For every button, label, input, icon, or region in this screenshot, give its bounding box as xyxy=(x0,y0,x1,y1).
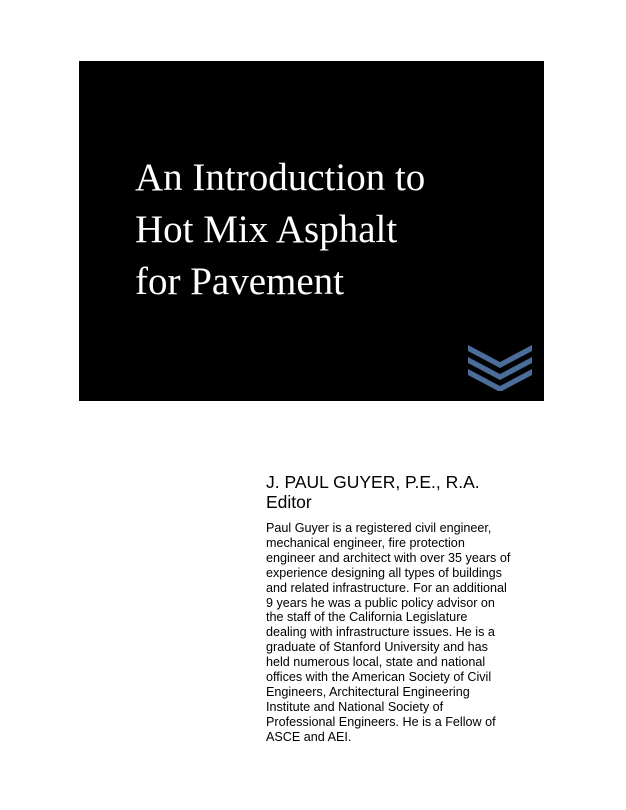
bio-line: engineer and architect with over 35 years of xyxy=(266,550,511,565)
bio-line: 9 years he was a public policy advisor on xyxy=(266,595,495,610)
bio-line: graduate of Stanford University and has xyxy=(266,640,488,655)
book-title-line: Hot Mix Asphalt xyxy=(135,208,398,251)
book-title xyxy=(135,152,535,308)
bio-line: and related infrastructure. For an additional xyxy=(266,580,507,595)
bio-line: held numerous local, state and national xyxy=(266,655,486,670)
author-bio xyxy=(266,521,586,745)
bio-line: Engineers, Architectural Engineering xyxy=(266,684,470,699)
bio-line: Professional Engineers. He is a Fellow of xyxy=(266,714,496,729)
author-role: Editor xyxy=(266,492,312,512)
bio-line: Institute and National Society of xyxy=(266,699,444,714)
book-title-line: for Pavement xyxy=(135,260,345,303)
bio-line: experience designing all types of buildings xyxy=(266,565,502,580)
bio-line: offices with the American Society of Civil xyxy=(266,670,492,685)
bio-line: Paul Guyer is a registered civil engineer, xyxy=(266,521,492,535)
author-block xyxy=(266,472,586,512)
author-name: J. PAUL GUYER, P.E., R.A. xyxy=(266,472,480,492)
triple-chevron-down-icon xyxy=(468,345,532,391)
bio-line: ASCE and AEI. xyxy=(266,729,352,744)
cover-title-block xyxy=(79,61,544,401)
bio-line: the staff of the California Legislature xyxy=(266,610,468,625)
book-title-line: An Introduction to xyxy=(135,156,426,199)
bio-line: mechanical engineer, fire protection xyxy=(266,535,465,550)
bio-line: dealing with infrastructure issues. He is a xyxy=(266,625,495,640)
